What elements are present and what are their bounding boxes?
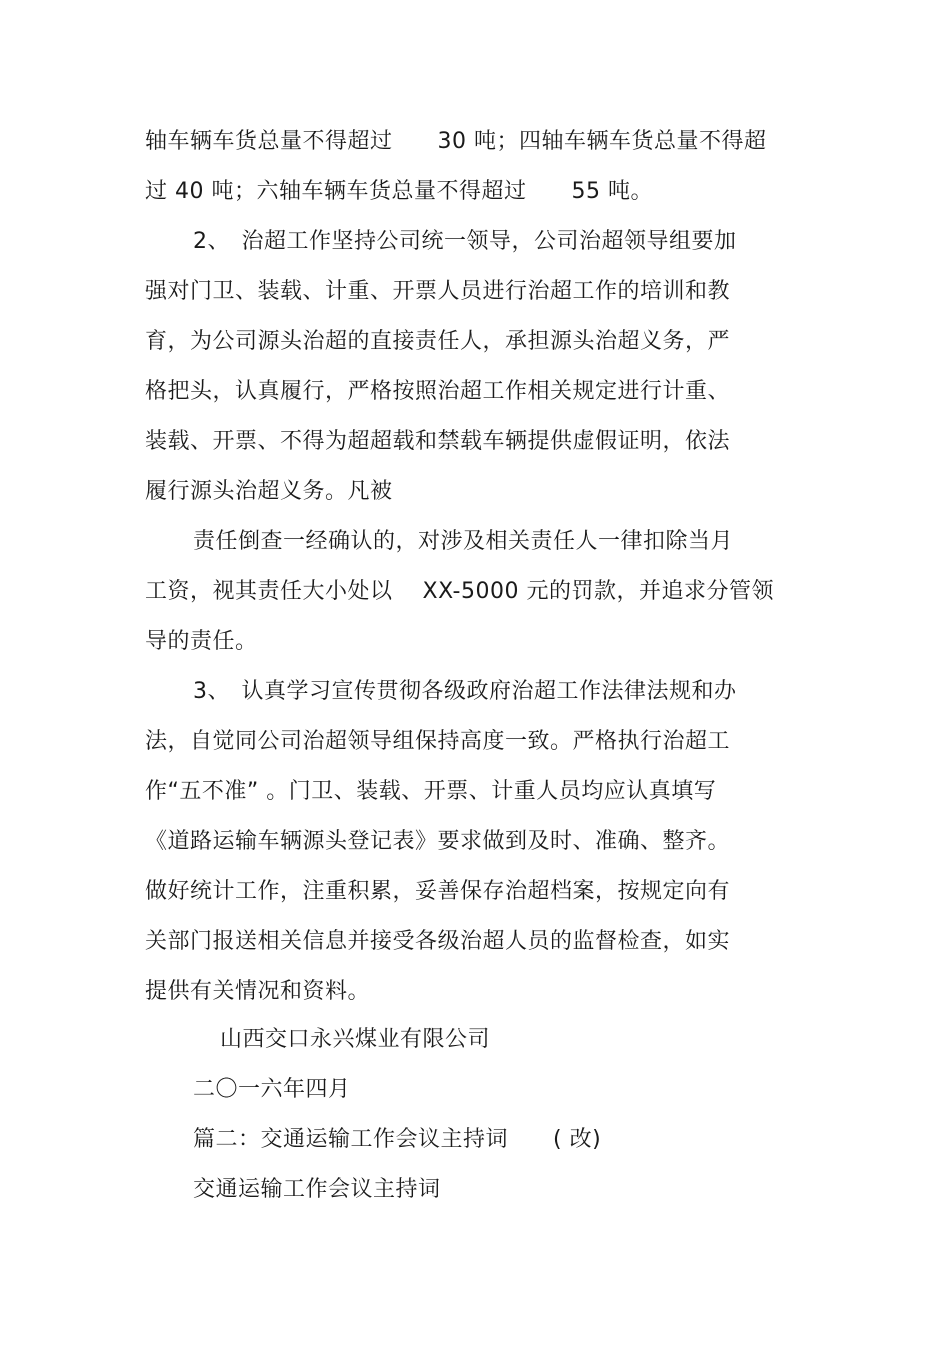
text-line: 装载、开票、不得为超超载和禁载车辆提供虚假证明，依法 [145,429,731,454]
text-line: 作“五不准” 。门卫、装载、开票、计重人员均应认真填写 [145,779,717,804]
text-line: 过 40 吨；六轴车辆车货总量不得超过 55 吨。 [145,179,653,204]
text-line: 强对门卫、装载、计重、开票人员进行治超工作的培训和教 [145,279,731,304]
text-line: 提供有关情况和资料。 [145,979,371,1004]
text-line: 履行源头治超义务。凡被 [145,479,393,504]
signature-date: 二〇一六年四月 [193,1077,351,1102]
text-line: 法，自觉同公司治超领导组保持高度一致。严格执行治超工 [145,729,731,754]
section-subtitle: 交通运输工作会议主持词 [193,1177,441,1202]
text-line: 《道路运输车辆源头登记表》要求做到及时、准确、整齐。 [145,829,731,854]
company-signature: 山西交口永兴煤业有限公司 [220,1027,491,1052]
text-line: 格把头，认真履行，严格按照治超工作相关规定进行计重、 [145,379,731,404]
section-title: 篇二：交通运输工作会议主持词 ( 改) [193,1127,602,1152]
text-line: 3、 认真学习宣传贯彻各级政府治超工作法律法规和办 [193,679,737,704]
text-line: 关部门报送相关信息并接受各级治超人员的监督检查，如实 [145,929,731,954]
text-line: 做好统计工作，注重积累，妥善保存治超档案，按规定向有 [145,879,731,904]
text-line: 导的责任。 [145,629,258,654]
text-line: 育，为公司源头治超的直接责任人，承担源头治超义务，严 [145,329,731,354]
text-line: 2、 治超工作坚持公司统一领导，公司治超领导组要加 [193,229,737,254]
text-line: 责任倒查一经确认的，对涉及相关责任人一律扣除当月 [193,529,734,554]
text-line: 工资，视其责任大小处以 XX-5000 元的罚款，并追求分管领 [145,579,774,604]
text-line: 轴车辆车货总量不得超过 30 吨；四轴车辆车货总量不得超 [145,129,767,154]
